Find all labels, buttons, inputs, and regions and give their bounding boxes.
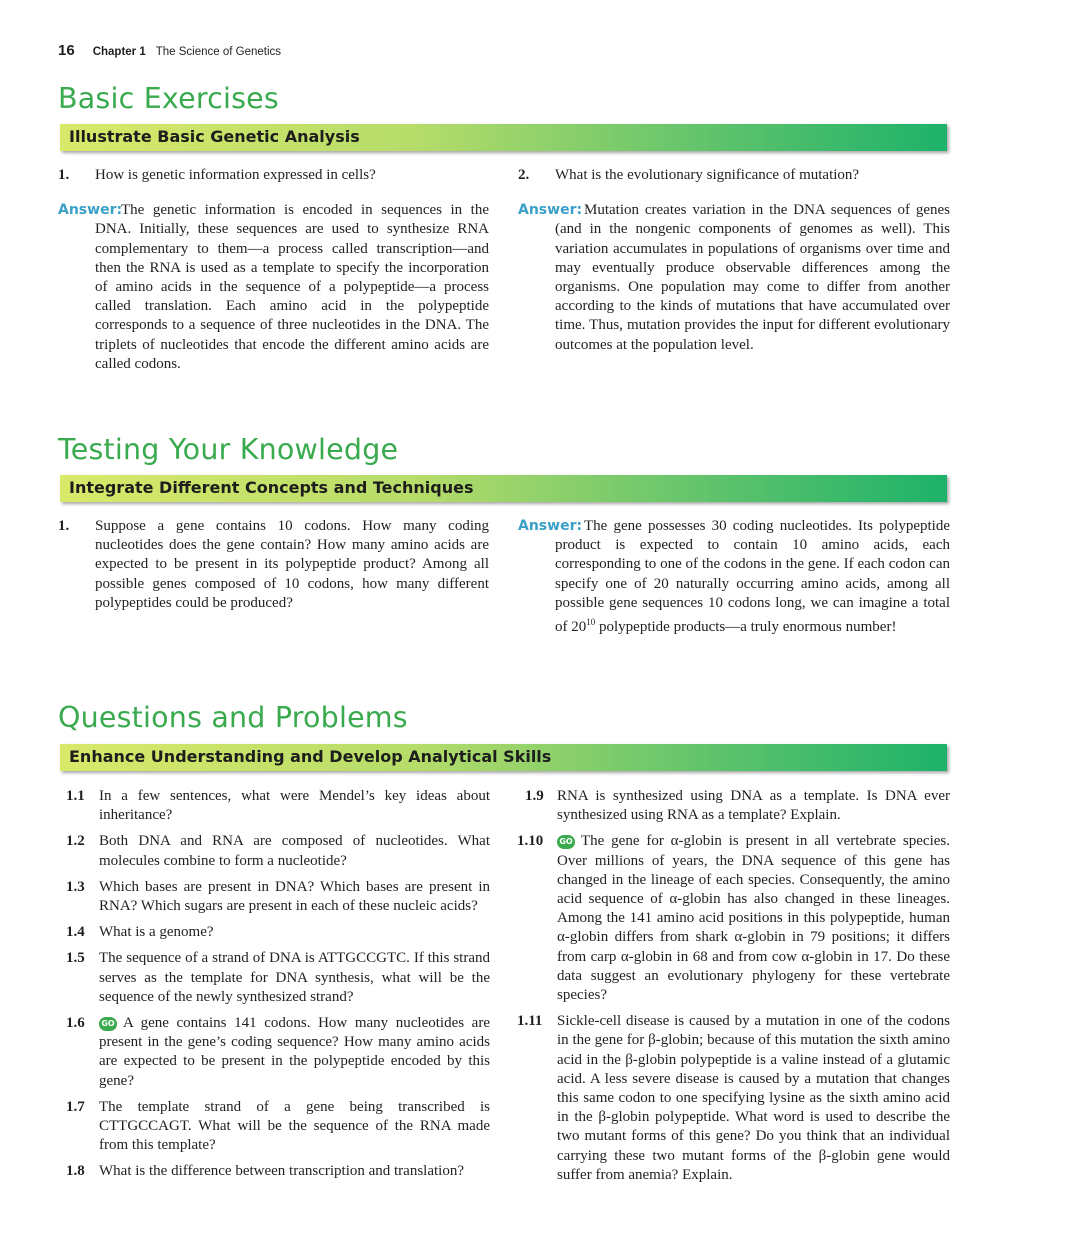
problems-left-column	[62, 787, 490, 1189]
question-number: 1.	[58, 167, 70, 183]
question-1	[58, 166, 489, 185]
problem-item	[62, 1014, 490, 1091]
answer-text: The genetic information is encoded in sequences in the DNA. Initially, these sequences are used to synthesize RNA complementary to them—a process called transcription—and then the RNA is used as a template to specify the incorporation of amino acids in the sequence of a polypeptide—a process called translation. Each amino acid in the polypeptide corresponds to a sequence of three nucleotides in the DNA. The triplets of nucleotides that encode the different amino acids are called codons.	[95, 202, 489, 372]
problem-number: 1.11	[517, 1013, 543, 1030]
section-title-basic-exercises: Basic Exercises	[58, 82, 279, 115]
go-icon: GO	[557, 835, 575, 849]
basic-right-column	[518, 166, 950, 355]
problem-text: In a few sentences, what were Mendel’s key ideas about inheritance?	[99, 788, 490, 824]
section-banner-basic	[60, 124, 947, 151]
problem-number: 1.7	[66, 1098, 85, 1115]
question-text: What is the evolutionary significance of mutation?	[555, 167, 860, 183]
answer-label: Answer:	[518, 518, 583, 534]
basic-left-column	[58, 166, 489, 374]
problem-item	[517, 787, 950, 825]
question-number: 1.	[58, 518, 70, 534]
question-2	[518, 166, 950, 185]
problem-text: What is the difference between transcription and translation?	[99, 1163, 464, 1180]
answer-text-part2: polypeptide products—a truly enormous number!	[595, 619, 897, 636]
chapter-label: Chapter 1	[92, 46, 146, 58]
problem-item	[62, 787, 490, 825]
answer-text-part1: The gene possesses 30 coding nucleotides. Its polypeptide product is expected to contain 10 amino acids, each corresponding to one of the codons in the gene. If each codon can specify one of 20 naturally occurring amino acids, among all possible gene sequences 10 codons long, we can imagine a total of 20	[555, 518, 950, 636]
banner-label: Illustrate Basic Genetic Analysis	[69, 127, 360, 146]
problem-text: The gene for α-globin is present in all vertebrate species. Over millions of years, the DNA sequence of this gene has changed in the lineage of each species. Consequently, the amino acid sequence of α-globin has also changed in these lineages. Among the 141 amino acid positions in this polypeptide, human α-globin differs from shark α-globin in 79 positions; it differs from carp α-globin in 68 and from cow α-globin in 17. Do these data suggest an evolutionary phylogeny for these vertebrate species?	[557, 833, 950, 1004]
problem-text: The template strand of a gene being transcribed is CTTGCCAGT. What will be the sequence of the RNA made from this template?	[99, 1098, 490, 1154]
problem-number: 1.6	[66, 1015, 85, 1032]
problem-item	[62, 878, 490, 916]
problem-number: 1.10	[517, 833, 544, 850]
problem-item	[517, 1012, 950, 1185]
problem-number: 1.5	[66, 950, 85, 967]
answer-1	[58, 201, 489, 374]
problems-right-column	[517, 787, 950, 1192]
problem-number: 1.9	[525, 788, 544, 804]
problem-text: Which bases are present in DNA? Which bases are present in RNA? Which sugars are present in each of these nucleic acids?	[99, 878, 490, 915]
question-number: 2.	[518, 167, 530, 183]
question-1	[58, 517, 489, 613]
answer-2	[518, 201, 950, 355]
section-banner-questions	[60, 744, 947, 771]
problem-item	[517, 832, 950, 1005]
problem-item	[62, 1098, 490, 1156]
problem-text: Both DNA and RNA are composed of nucleotides. What molecules combine to form a nucleotide?	[99, 833, 490, 869]
answer-label: Answer:	[518, 202, 583, 219]
problem-number: 1.4	[66, 924, 85, 941]
problem-text: The sequence of a strand of DNA is ATTGCCGTC. If this strand serves as the template for DNA synthesis, what will be the sequence of the newly synthesized strand?	[99, 950, 490, 1005]
problem-number: 1.8	[66, 1163, 85, 1180]
answer-label: Answer:	[58, 202, 123, 219]
problem-item	[62, 832, 490, 870]
testing-right-column	[518, 517, 950, 637]
question-text: Suppose a gene contains 10 codons. How many coding nucleotides does the gene contain? How many amino acids are expected to be present in its polypeptide product? Among all possible genes composed of 10 codons, how many different polypeptides could be produced?	[95, 518, 489, 611]
problem-number: 1.2	[66, 833, 85, 850]
running-head	[58, 42, 281, 59]
go-icon: GO	[99, 1017, 117, 1031]
banner-label: Integrate Different Concepts and Techniques	[69, 478, 474, 497]
problem-item	[62, 923, 490, 942]
section-banner-testing	[60, 475, 947, 502]
answer-1	[518, 517, 950, 637]
answer-text: Mutation creates variation in the DNA sequences of genes (and in the nongenic components of genomes as well). This variation accumulates in populations of organisms over time and may eventually produce observable differences among the organisms. One population may come to differ from another according to the kinds of mutations that have accumulated over time. Thus, mutation provides the input for different evolutionary outcomes at the population level.	[555, 202, 950, 353]
chapter-title: The Science of Genetics	[155, 46, 282, 58]
problem-item	[62, 1162, 490, 1181]
problem-text: RNA is synthesized using DNA as a template. Is DNA ever synthesized using RNA as a template? Explain.	[557, 788, 950, 824]
answer-text	[555, 517, 950, 637]
testing-left-column	[58, 517, 489, 613]
section-title-questions: Questions and Problems	[58, 701, 408, 734]
problem-text: What is a genome?	[99, 924, 214, 941]
problem-number: 1.1	[66, 788, 85, 804]
problem-text: Sickle-cell disease is caused by a mutation in one of the codons in the gene for β-globin; because of this mutation the sixth amino acid in the β-globin polypeptide is a valine instead of a glutamic acid. A less severe disease is caused by a mutation that changes this same codon to one specifying lysine as the sixth amino acid in the β-globin polypeptide. What word is used to describe the two mutant forms of this gene? Do you think that an individual carrying these two mutant forms of the β-globin gene would suffer from anemia? Explain.	[557, 1013, 950, 1183]
section-title-testing: Testing Your Knowledge	[58, 433, 399, 466]
page-number: 16	[58, 42, 75, 59]
question-text: How is genetic information expressed in cells?	[95, 167, 376, 183]
problem-item	[62, 949, 490, 1007]
banner-label: Enhance Understanding and Develop Analytical Skills	[69, 747, 552, 766]
answer-exponent: 10	[586, 617, 596, 628]
problem-number: 1.3	[66, 878, 85, 895]
problem-text: A gene contains 141 codons. How many nucleotides are present in the gene’s coding sequence? How many amino acids are expected to be present in the polypeptide encoded by this gene?	[99, 1015, 490, 1089]
